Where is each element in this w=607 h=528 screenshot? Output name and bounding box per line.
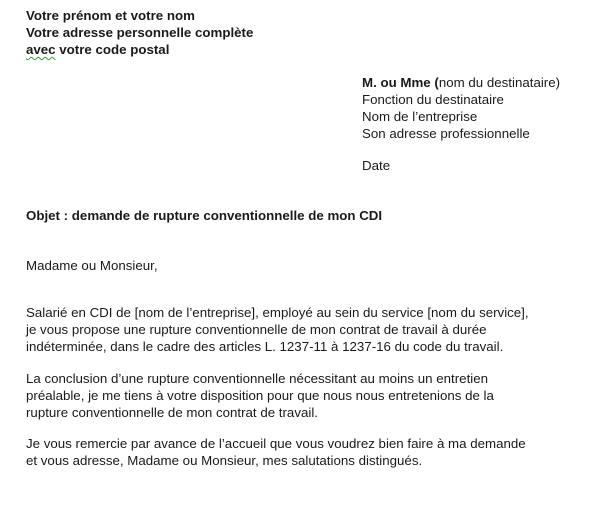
recipient-name-line [362,74,560,91]
paragraph-line: préalable, je me tiens à votre disposition pour que nous nous entretenions de la [26,388,494,403]
paragraph-line: La conclusion d’une rupture conventionnelle nécessitant au moins un entretien [26,371,489,386]
paragraph-line: Salarié en CDI de [nom de l’entreprise], employé au sein du service [nom du service], [26,305,529,320]
recipient-name: nom du destinataire) [438,75,561,90]
recipient-address-line: Son adresse professionnelle [362,126,530,141]
letter-subject: Objet : demande de rupture conventionnelle de mon CDI [26,208,383,223]
body-paragraph-1 [26,304,529,355]
sender-name-line: Votre prénom et votre nom [26,8,195,23]
paragraph-line: rupture conventionnelle de mon contrat de travail. [26,405,318,420]
sender-address-block [26,7,253,58]
body-paragraph-3 [26,435,526,469]
letter-date: Date [362,158,391,173]
spellcheck-flagged-word[interactable]: avec [26,42,56,57]
sender-address-line: Votre adresse personnelle complète [26,25,254,40]
body-paragraph-2 [26,370,494,421]
recipient-title: M. ou Mme ( [362,75,439,90]
paragraph-line: je vous propose une rupture conventionnelle de mon contrat de travail à durée [26,322,487,337]
letter-salutation: Madame ou Monsieur, [26,258,158,273]
sender-postal-line [26,41,253,58]
paragraph-line: indéterminée, dans le cadre des articles L. 1237-11 à 1237-16 du code du travail. [26,339,504,354]
recipient-function-line: Fonction du destinataire [362,92,504,107]
paragraph-line: Je vous remercie par avance de l’accueil que vous voudrez bien faire à ma demande [26,436,526,451]
paragraph-line: et vous adresse, Madame ou Monsieur, mes salutations distingués. [26,453,423,468]
recipient-company-line: Nom de l’entreprise [362,109,478,124]
recipient-address-block [362,74,560,142]
sender-postal-text: votre code postal [55,42,170,57]
